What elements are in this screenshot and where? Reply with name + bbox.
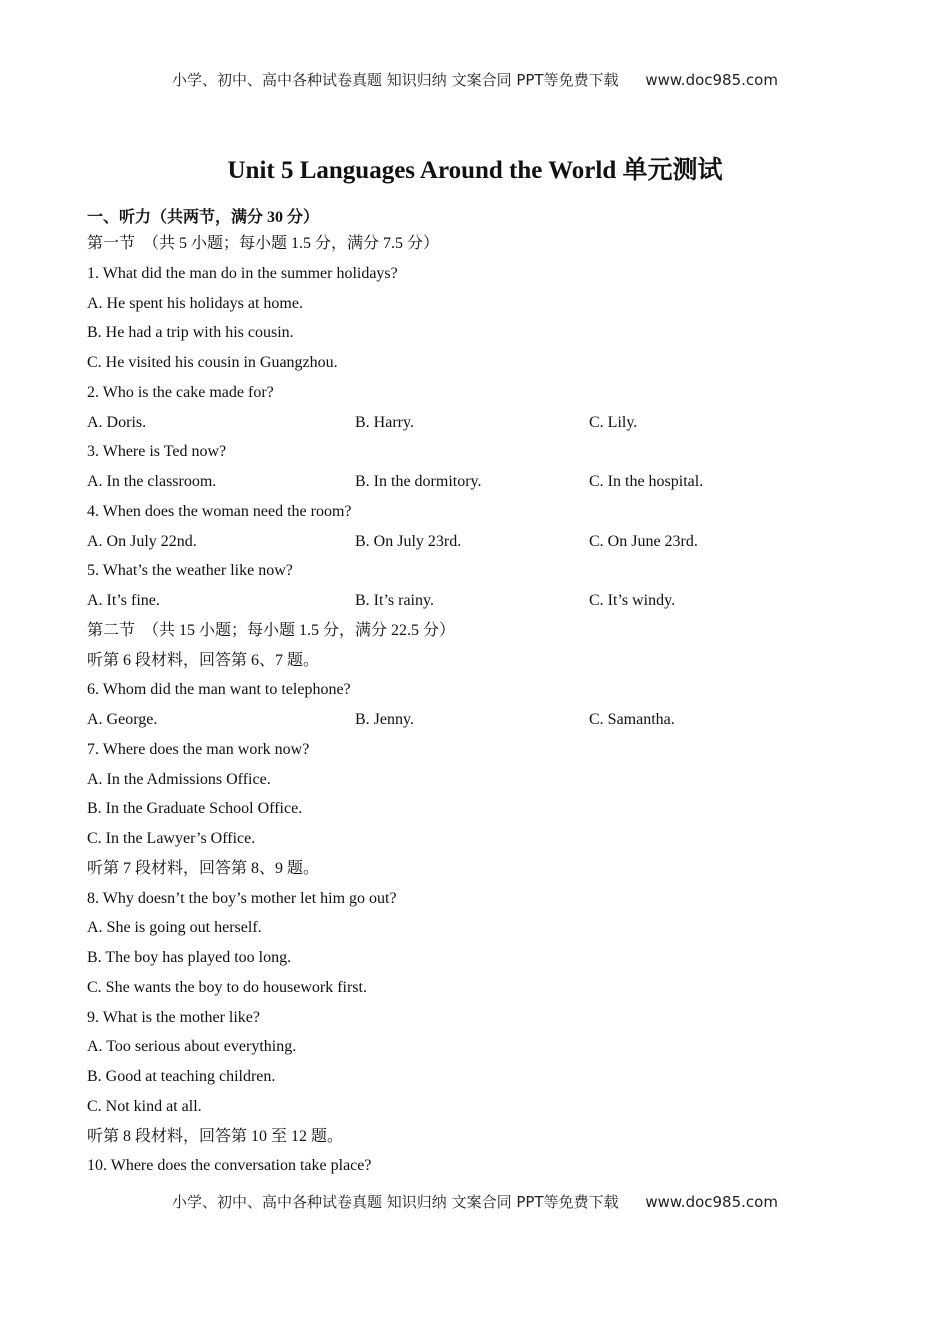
line-text: 听第 7 段材料，回答第 8、9 题。 <box>87 859 320 877</box>
option-cell: B. Jenny. <box>355 711 414 728</box>
text-line <box>87 735 887 765</box>
line-text: A. Too serious about everything. <box>87 1038 297 1056</box>
footer-text: 小学、初中、高中各种试卷真题 知识归纳 文案合同 PPT等免费下载 <box>172 1193 619 1211</box>
option-cell: C. In the hospital. <box>589 473 704 490</box>
text-line <box>87 378 887 408</box>
line-text: A. In the Admissions Office. <box>87 770 271 788</box>
option-cell: B. On July 23rd. <box>355 532 462 550</box>
text-line <box>87 765 887 795</box>
text-line <box>87 408 887 438</box>
text-line <box>87 259 887 289</box>
text-line <box>87 586 887 616</box>
option-cell: B. In the dormitory. <box>355 473 482 490</box>
text-line <box>87 467 887 497</box>
option-cell: C. On June 23rd. <box>589 532 698 550</box>
line-text: 第二节 （共 15 小题；每小题 1.5 分，满分 22.5 分） <box>87 621 456 639</box>
line-text: 6. Whom did the man want to telephone? <box>87 681 351 699</box>
text-line <box>87 884 887 914</box>
text-line <box>87 1151 887 1181</box>
text-line <box>87 229 887 259</box>
option-cell: A. On July 22nd. <box>87 532 197 550</box>
line-text: 7. Where does the man work now? <box>87 740 310 758</box>
line-text: C. Not kind at all. <box>87 1097 202 1115</box>
text-line <box>87 1122 887 1152</box>
line-text: 第一节 （共 5 小题；每小题 1.5 分，满分 7.5 分） <box>87 235 440 252</box>
option-cell: B. Harry. <box>355 413 414 431</box>
line-text: C. She wants the boy to do housework first. <box>87 978 367 996</box>
line-text: 10. Where does the conversation take place? <box>87 1157 372 1175</box>
text-line <box>87 556 887 586</box>
text-line <box>87 1032 887 1062</box>
line-text: B. In the Graduate School Office. <box>87 800 303 818</box>
option-cell: C. Lily. <box>589 413 638 431</box>
text-line <box>87 1003 887 1033</box>
text-line <box>87 705 887 735</box>
text-line <box>87 289 887 319</box>
option-cell: C. Samantha. <box>589 711 675 728</box>
text-line <box>87 527 887 557</box>
page-title: Unit 5 Languages Around the World 单元测试 <box>227 157 723 184</box>
option-cell: B. It’s rainy. <box>355 592 434 609</box>
line-text: B. Good at teaching children. <box>87 1068 276 1085</box>
text-line <box>87 675 887 705</box>
line-text: 听第 6 段材料，回答第 6、7 题。 <box>87 651 320 669</box>
header-site: www.doc985.com <box>645 71 778 89</box>
text-line <box>87 437 887 467</box>
text-line <box>87 1062 887 1092</box>
option-cell: A. It’s fine. <box>87 592 160 609</box>
text-line <box>87 318 887 348</box>
line-text: B. The boy has played too long. <box>87 949 292 966</box>
text-line <box>87 497 887 527</box>
question-list <box>87 229 887 1181</box>
line-text: 1. What did the man do in the summer holidays? <box>87 264 398 282</box>
text-line <box>87 1092 887 1122</box>
line-text: B. He had a trip with his cousin. <box>87 324 294 342</box>
option-cell: A. George. <box>87 711 158 728</box>
section-heading: 一、听力（共两节，满分 30 分） <box>87 209 320 226</box>
header-text: 小学、初中、高中各种试卷真题 知识归纳 文案合同 PPT等免费下载 <box>172 71 619 89</box>
footer-site: www.doc985.com <box>645 1193 778 1211</box>
option-cell: A. Doris. <box>87 413 147 431</box>
line-text: 5. What’s the weather like now? <box>87 562 293 580</box>
text-line <box>87 794 887 824</box>
line-text: A. She is going out herself. <box>87 919 262 937</box>
line-text: A. He spent his holidays at home. <box>87 294 303 312</box>
text-line <box>87 824 887 854</box>
text-line <box>87 348 887 378</box>
option-cell: A. In the classroom. <box>87 473 217 490</box>
text-line <box>87 854 887 884</box>
text-line <box>87 943 887 973</box>
line-text: 2. Who is the cake made for? <box>87 383 274 401</box>
text-line <box>87 616 887 646</box>
line-text: C. In the Lawyer’s Office. <box>87 830 256 847</box>
line-text: 9. What is the mother like? <box>87 1008 260 1026</box>
line-text: C. He visited his cousin in Guangzhou. <box>87 354 338 371</box>
page-footer <box>0 1191 950 1212</box>
text-line <box>87 646 887 676</box>
option-cell: C. It’s windy. <box>589 592 676 609</box>
line-text: 4. When does the woman need the room? <box>87 502 352 520</box>
text-line <box>87 913 887 943</box>
line-text: 8. Why doesn’t the boy’s mother let him go out? <box>87 889 397 907</box>
line-text: 听第 8 段材料，回答第 10 至 12 题。 <box>87 1127 344 1145</box>
page-header <box>0 69 950 90</box>
line-text: 3. Where is Ted now? <box>87 443 227 461</box>
text-line <box>87 973 887 1003</box>
